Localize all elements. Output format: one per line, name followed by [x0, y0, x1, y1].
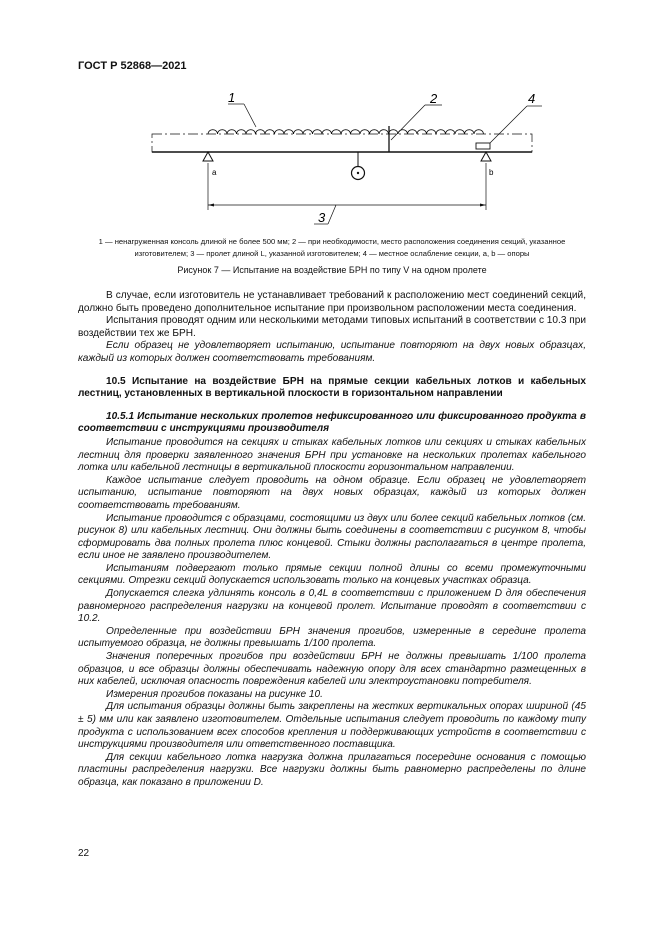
figure-label-1: 1 — [228, 90, 236, 105]
paragraph: Допускается слегка удлинять консоль в 0,4L в соответствии с приложением D для обеспечения равномерного распределения нагрузки на концевой пролет. Испытание проводят в соответствии с 10.2. — [78, 588, 586, 625]
local-weakening — [476, 143, 490, 149]
paragraph: Каждое испытание следует проводить на одном образце. Если образец не удовлетворяет испытанию, испытание повторяют на двух новых образцах, каждый из которых должен соответствовать требованиям. — [78, 474, 586, 511]
figure-legend — [78, 236, 586, 260]
figure-caption: Рисунок 7 — Испытание на воздействие БРН по типу V на одном пролете — [177, 265, 487, 275]
support-a-label: a — [212, 168, 217, 177]
paragraph: Для секции кабельного лотка нагрузка должна прилагаться посередине основания с помощью пластины распределения нагрузки. Все нагрузки должны быть равномерно распределены по длине образца, как показано в приложении D. — [78, 751, 586, 788]
paragraph: В случае, если изготовитель не устанавливает требований к расположению мест соединений секций, должно быть проведено дополнительное испытание при произвольном расположении места соединения. — [78, 290, 586, 314]
section-heading-10-5: 10.5 Испытание на воздействие БРН на прямые секции кабельных лотков и кабельных лестниц, установленных в вертикальной плоскости в горизонтальном направлении — [78, 375, 586, 400]
document-body — [78, 290, 586, 790]
paragraph: Испытания проводят одним или несколькими методами типовых испытаний в соответствии с 10.3 при воздействии тех же БРН. — [78, 315, 586, 339]
paragraph: Определенные при воздействии БРН значения прогибов, измеренные в середине пролета испытуемого образца, не должны превышать 1/100 пролета. — [78, 625, 586, 650]
legend-line-2: изготовителем; 3 — пролет длиной L, указанной изготовителем; 4 — местное ослабление секции, a, b — опоры — [134, 249, 530, 258]
support-b-label: b — [489, 168, 494, 177]
paragraph: Если образец не удовлетворяет испытанию, испытание повторяют на двух новых образцах, каждый из которых должен соответствовать требованиям. — [78, 340, 586, 364]
figure-label-4: 4 — [528, 91, 536, 106]
cable-load — [208, 130, 484, 134]
tray-outline — [152, 134, 532, 152]
figure-label-2: 2 — [430, 91, 438, 106]
paragraph: Испытание проводится на секциях и стыках кабельных лотков или секциях и стыках кабельных лестниц для проверки заявленного значения БРН при установке на нескольких пролетах кабельного лотка или кабельной лестницы в вертикальной плоскости горизонтальном направлении. — [78, 436, 586, 474]
paragraph: Испытание проводится с образцами, состоящими из двух или более секций кабельных лотков (см. рисунок 8) или кабельных лестниц. Они должны быть соединены в соответствии с рисунком 8, чтобы сформировать два полных пролета плюс концевой. Стыки должны располагаться в центре пролета, если иное не заявлено производителем. — [78, 512, 586, 562]
document-code: ГОСТ Р 52868—2021 — [78, 60, 187, 72]
paragraph: Испытаниям подвергают только прямые секции полной длины со всеми промежуточными секциями. Отрезки секций допускается использовать только на концевых участках образца. — [78, 562, 586, 587]
support-a — [203, 152, 213, 161]
page-number: 22 — [78, 848, 90, 859]
support-b — [481, 152, 491, 161]
figure-7-diagram — [130, 84, 536, 234]
paragraph: Значения поперечных прогибов при воздействии БРН не должны превышать 1/100 пролета образцов, и все образцы должны обеспечивать надежную опору для всех стандартно размещенных в них кабелей, исключая опасность повреждения кабелей или электроустановки потребителя. — [78, 651, 586, 688]
paragraph: Для испытания образцы должны быть закреплены на жестких вертикальных опорах шириной (45 ± 5) мм или как заявлено изготовителем. Отдельные испытания следует проводить по каждому типу продукта с использованием всех способов крепления и поддерживающих устройств в соответствии с инструкциями производителя или ответственного поставщика. — [78, 701, 586, 751]
section-heading-10-5-1: 10.5.1 Испытание нескольких пролетов нефиксированного или фиксированного продукта в соответствии с инструкциями производителя — [78, 410, 586, 435]
legend-line-1: 1 — ненагруженная консоль длиной не более 500 мм; 2 — при необходимости, место расположения соединения секций, указанное — [98, 237, 566, 246]
paragraph: Измерения прогибов показаны на рисунке 10. — [106, 688, 323, 700]
figure-label-3: 3 — [318, 210, 326, 225]
